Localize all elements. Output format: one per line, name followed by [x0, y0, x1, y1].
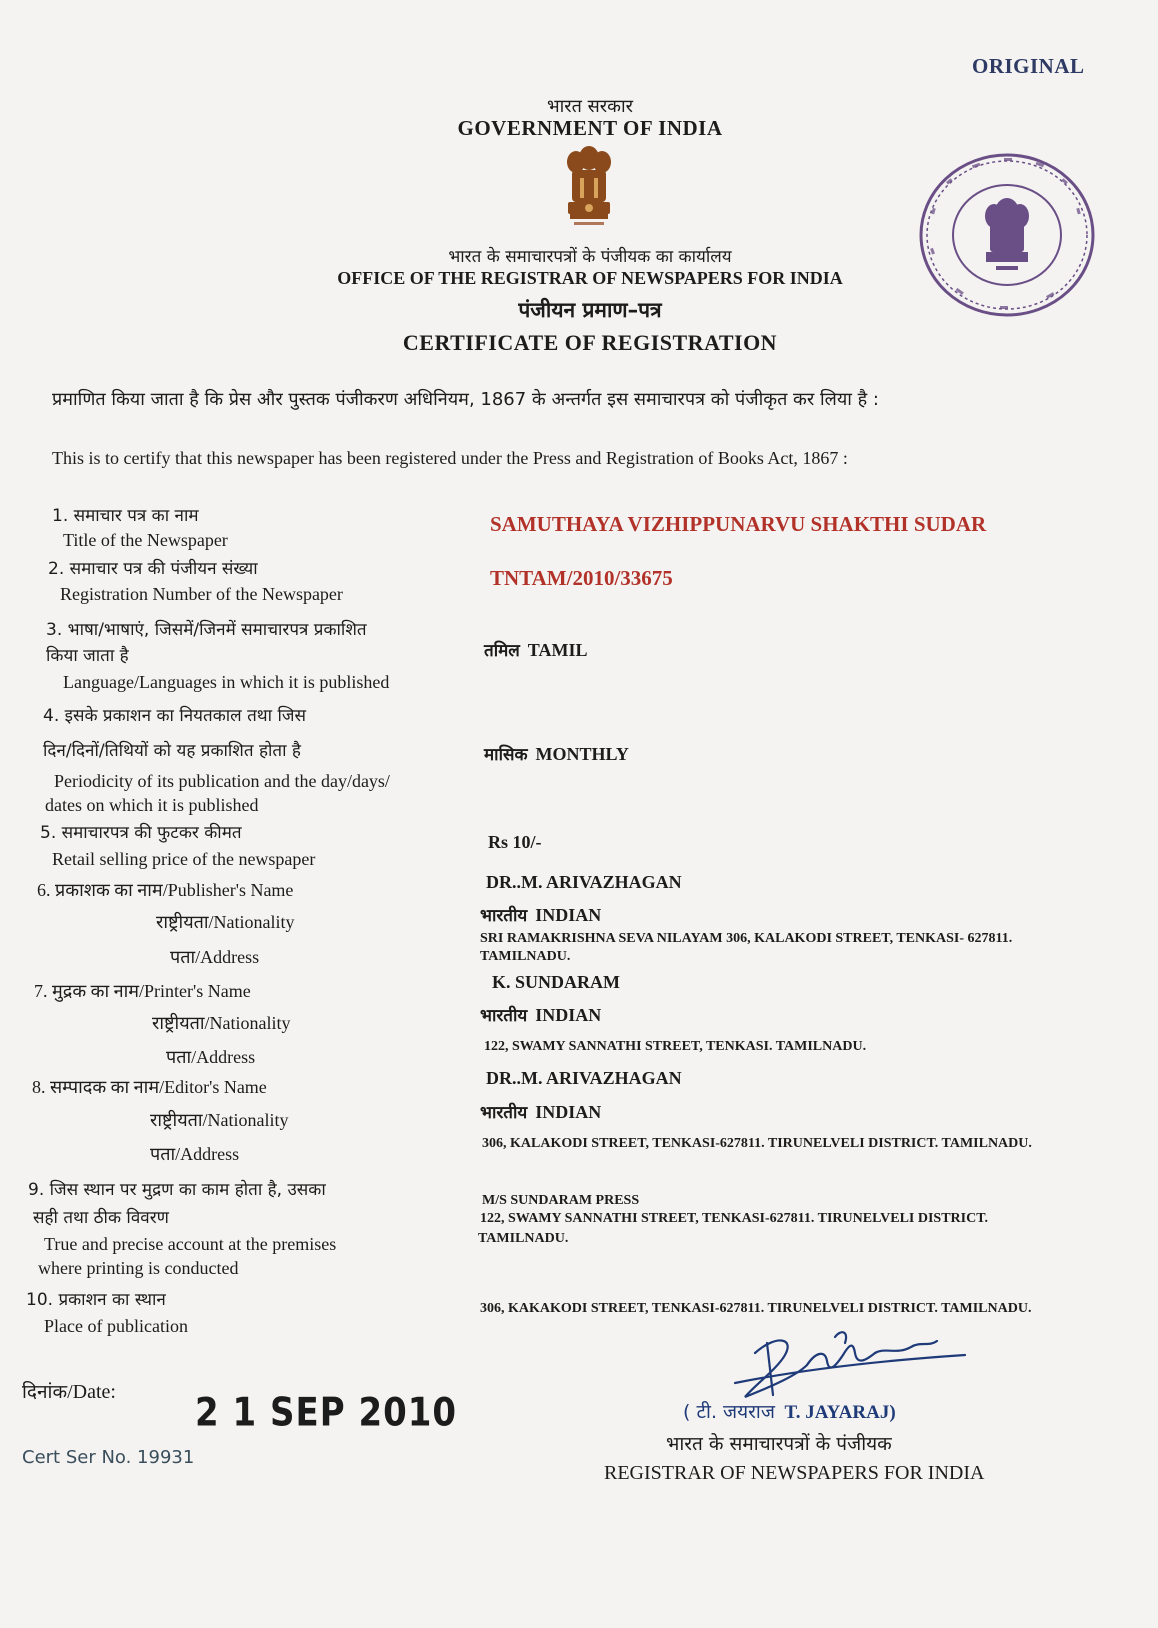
printing-premises-line2: 122, SWAMY SANNATHI STREET, TENKASI-627811. TIRUNELVELI DISTRICT.	[480, 1211, 989, 1226]
field-10-label: Place of publication	[44, 1316, 188, 1336]
field-1-label-hindi: 1. समाचार पत्र का नाम	[52, 506, 199, 526]
field-5-label: Retail selling price of the newspaper	[52, 849, 316, 869]
printing-premises-line1: M/S SUNDARAM PRESS	[482, 1193, 640, 1208]
editor-name-value: DR..M. ARIVAZHAGAN	[486, 1068, 682, 1088]
field-4-label-hindi-line1: 4. इसके प्रकाशन का नियतकाल तथा जिस	[43, 706, 306, 726]
national-emblem-icon	[560, 140, 618, 235]
field-4-label-line1: Periodicity of its publication and the day/days/	[54, 771, 390, 791]
field-3-label-hindi-line1: 3. भाषा/भाषाएं, जिसमें/जिनमें समाचारपत्र प्रकाशित	[46, 620, 367, 640]
field-10-label-hindi: 10. प्रकाशन का स्थान	[26, 1290, 166, 1310]
publisher-address-line1: SRI RAMAKRISHNA SEVA NILAYAM 306, KALAKODI STREET, TENKASI- 627811.	[480, 931, 1013, 946]
official-seal-stamp	[916, 150, 1098, 320]
field-7-address-label: पता/Address	[166, 1047, 256, 1067]
publisher-nationality-value: भारतीय INDIAN	[480, 905, 602, 926]
field-8-address-label: पता/Address	[150, 1144, 240, 1164]
publisher-address-line2: TAMILNADU.	[480, 949, 571, 964]
place-of-publication-value: 306, KAKAKODI STREET, TENKASI-627811. TIRUNELVELI DISTRICT. TAMILNADU.	[480, 1301, 1032, 1316]
field-9-label-hindi-line2: सही तथा ठीक विवरण	[33, 1208, 169, 1228]
field-1-label: Title of the Newspaper	[63, 530, 228, 550]
field-4-label-line2: dates on which it is published	[45, 795, 259, 815]
registration-number-value: TNTAM/2010/33675	[490, 566, 673, 590]
certificate-title-hindi: पंजीयन प्रमाण–पत्र	[518, 298, 662, 322]
field-9-label-line1: True and precise account at the premises	[44, 1234, 337, 1254]
printer-nationality-value: भारतीय INDIAN	[480, 1005, 602, 1026]
date-label: दिनांक/Date:	[22, 1381, 116, 1403]
certification-statement: This is to certify that this newspaper has been registered under the Press and Registration of Books Act, 1867 :	[52, 448, 848, 468]
date-stamp: 2 1 SEP 2010	[195, 1390, 458, 1436]
field-3-label: Language/Languages in which it is published	[63, 672, 390, 692]
office-title: OFFICE OF THE REGISTRAR OF NEWSPAPERS FOR INDIA	[337, 268, 843, 288]
field-2-label-hindi: 2. समाचार पत्र की पंजीयन संख्या	[48, 559, 258, 579]
field-5-label-hindi: 5. समाचारपत्र की फुटकर कीमत	[40, 823, 242, 843]
certificate-serial-number: Cert Ser No. 19931	[22, 1447, 195, 1468]
printer-address-value: 122, SWAMY SANNATHI STREET, TENKASI. TAMILNADU.	[484, 1039, 867, 1054]
registrar-name: ( टी. जयराज T. JAYARAJ)	[683, 1401, 896, 1423]
field-6-label: 6. प्रकाशक का नाम/Publisher's Name	[37, 880, 294, 900]
field-6-address-label: पता/Address	[170, 947, 260, 967]
field-9-label-hindi-line1: 9. जिस स्थान पर मुद्रण का काम होता है, उसका	[28, 1180, 326, 1200]
newspaper-title-value: SAMUTHAYA VIZHIPPUNARVU SHAKTHI SUDAR	[490, 512, 987, 536]
retail-price-value: Rs 10/-	[488, 832, 542, 852]
language-value: तमिल TAMIL	[484, 640, 588, 661]
field-3-label-hindi-line2: किया जाता है	[46, 646, 129, 666]
registrar-designation: REGISTRAR OF NEWSPAPERS FOR INDIA	[604, 1462, 985, 1484]
field-7-label: 7. मुद्रक का नाम/Printer's Name	[34, 981, 251, 1001]
registrar-designation-hindi: भारत के समाचारपत्रों के पंजीयक	[666, 1433, 892, 1455]
certificate-title: CERTIFICATE OF REGISTRATION	[402, 330, 778, 355]
office-title-hindi: भारत के समाचारपत्रों के पंजीयक का कार्यालय	[448, 247, 732, 267]
field-2-label: Registration Number of the Newspaper	[60, 584, 343, 604]
periodicity-value: मासिक MONTHLY	[484, 744, 629, 765]
editor-address-value: 306, KALAKODI STREET, TENKASI-627811. TIRUNELVELI DISTRICT. TAMILNADU.	[482, 1136, 1032, 1151]
field-8-label: 8. सम्पादक का नाम/Editor's Name	[32, 1077, 267, 1097]
editor-nationality-value: भारतीय INDIAN	[480, 1102, 602, 1123]
publisher-name-value: DR..M. ARIVAZHAGAN	[486, 872, 682, 892]
field-7-nationality-label: राष्ट्रीयता/Nationality	[152, 1013, 291, 1033]
certification-statement-hindi: प्रमाणित किया जाता है कि प्रेस और पुस्तक पंजीकरण अधिनियम, 1867 के अन्तर्गत इस समाचारपत्र को पंजीकृत कर लिया है :	[52, 389, 879, 410]
field-6-nationality-label: राष्ट्रीयता/Nationality	[156, 912, 295, 932]
government-title-hindi: भारत सरकार	[546, 96, 634, 117]
printer-name-value: K. SUNDARAM	[492, 972, 620, 992]
field-8-nationality-label: राष्ट्रीयता/Nationality	[150, 1110, 289, 1130]
field-4-label-hindi-line2: दिन/दिनों/तिथियों को यह प्रकाशित होता है	[43, 741, 301, 761]
field-9-label-line2: where printing is conducted	[38, 1258, 239, 1278]
printing-premises-line3: TAMILNADU.	[478, 1231, 569, 1246]
government-title: GOVERNMENT OF INDIA	[457, 116, 723, 140]
original-mark: ORIGINAL	[972, 54, 1085, 78]
